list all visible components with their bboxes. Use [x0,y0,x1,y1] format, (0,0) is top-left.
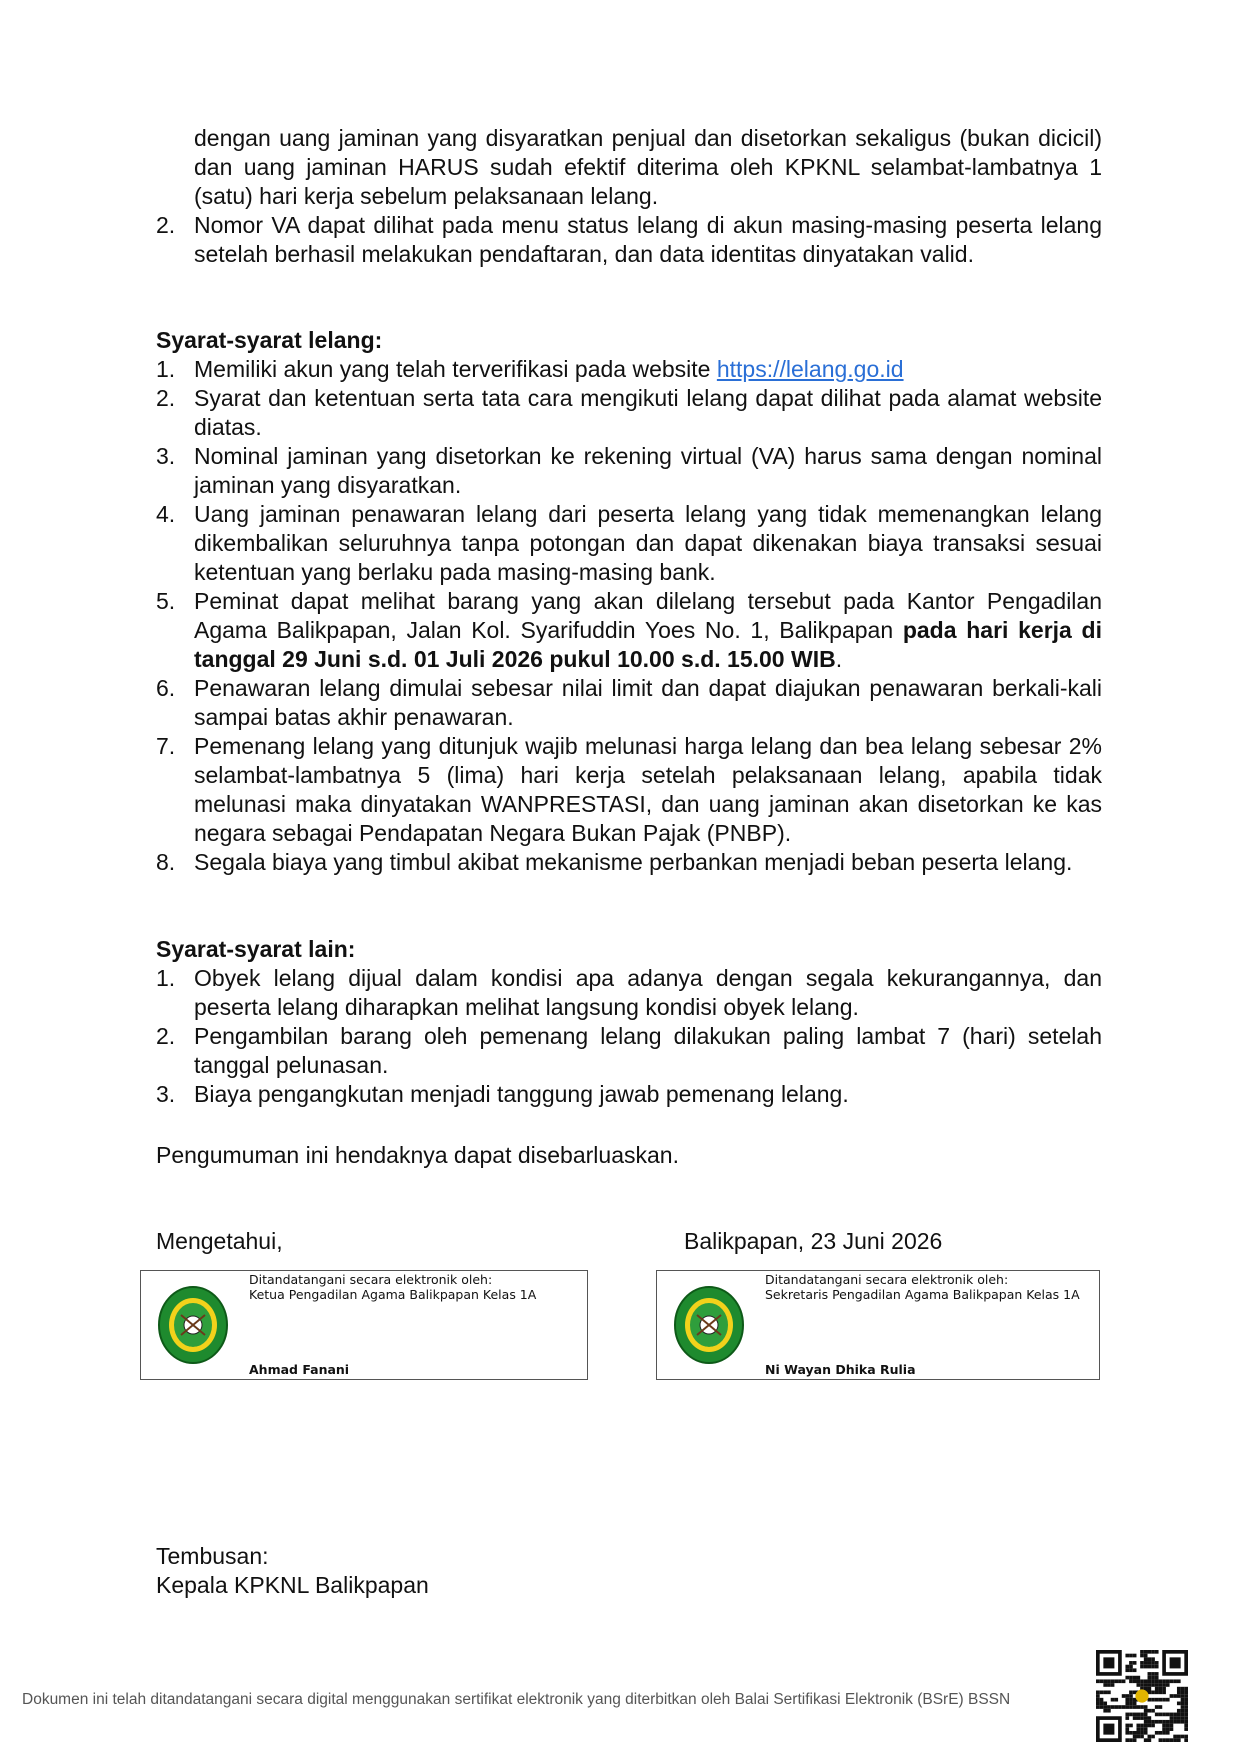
list-number: 2. [156,1023,176,1049]
digital-signature-footer: Dokumen ini telah ditandatangani secara digital menggunakan sertifikat elektronik yang diterbitkan oleh Balai Sertifikasi Elektronik (BSrE) BSSN [22,1691,1011,1708]
signed-by-label: Ditandatangani secara elektronik oleh: [765,1272,1009,1287]
list-item [156,211,1102,269]
signer-position: Ketua Pengadilan Agama Balikpapan Kelas 1A [249,1287,537,1302]
court-seal-icon [157,1285,229,1365]
signer-position: Sekretaris Pengadilan Agama Balikpapan Kelas 1A [765,1287,1080,1302]
intro-section [156,124,1102,269]
list-item [156,1022,1102,1080]
list-text: Penawaran lelang dimulai sebesar nilai limit dan dapat diajukan penawaran berkali-kali sampai batas akhir penawaran. [194,675,1102,730]
list-text: Nomor VA dapat dilihat pada menu status lelang di akun masing-masing peserta lelang setelah berhasil melakukan pendaftaran, dan data identitas dinyatakan valid. [194,212,1102,267]
qr-code-icon [1096,1650,1188,1742]
tembusan-label: Tembusan: [156,1543,269,1569]
list-number: 4. [156,501,176,527]
syarat-lelang-section [156,326,1102,877]
intro-list [156,211,1102,269]
mengetahui-label: Mengetahui, [156,1228,283,1254]
signed-by-label: Ditandatangani secara elektronik oleh: [249,1272,493,1287]
list-item [156,355,1102,384]
intro-continuation: dengan uang jaminan yang disyaratkan penjual dan disetorkan sekaligus (bukan dicicil) dan uang jaminan HARUS sudah efektif diterima oleh KPKNL selambat-lambatnya 1 (satu) hari kerja sebelum pelaksanaan lelang. [194,125,1102,209]
list-item [156,587,1102,674]
signer-name: Ni Wayan Dhika Rulia [765,1362,916,1377]
syarat-lain-section [156,935,1102,1109]
list-item [156,384,1102,442]
list-text: Pemenang lelang yang ditunjuk wajib melunasi harga lelang dan bea lelang sebesar 2% selambat-lambatnya 5 (lima) hari kerja setelah pelaksanaan lelang, apabila tidak melunasi maka dinyatakan WANPRESTASI, dan uang jaminan akan disetorkan ke kas negara sebagai Pendapatan Negara Bukan Pajak (PNBP). [194,733,1102,846]
signature-caption [765,1272,1080,1302]
lelang-website-link[interactable]: https://lelang.go.id [716,356,904,382]
list-text-end: . [835,646,843,672]
list-item [156,442,1102,500]
list-text: Biaya pengangkutan menjadi tanggung jawab pemenang lelang. [194,1081,849,1107]
signature-box-ketua [140,1270,588,1380]
syarat-lain-list [156,964,1102,1109]
list-text: Nominal jaminan yang disetorkan ke rekening virtual (VA) harus sama dengan nominal jaminan yang disyaratkan. [194,443,1102,498]
list-number: 3. [156,443,176,469]
closing-text: Pengumuman ini hendaknya dapat disebarluaskan. [156,1142,679,1168]
signature-caption [249,1272,536,1302]
list-text: Obyek lelang dijual dalam kondisi apa adanya dengan segala kekurangannya, dan peserta lelang diharapkan melihat langsung kondisi obyek lelang. [194,965,1102,1020]
section-heading: Syarat-syarat lelang: [156,327,383,353]
list-item [156,848,1102,877]
place-date: Balikpapan, 23 Juni 2026 [684,1228,943,1254]
list-text: Uang jaminan penawaran lelang dari peserta lelang yang tidak memenangkan lelang dikembalikan seluruhnya tanpa potongan dan dapat dikenakan biaya transaksi sesuai ketentuan yang berlaku pada masing-masing bank. [194,501,1102,585]
list-item [156,964,1102,1022]
list-item [156,500,1102,587]
list-number: 2. [156,385,176,411]
tembusan-recipient: Kepala KPKNL Balikpapan [156,1572,429,1598]
viewing-schedule: pada hari kerja di tanggal 29 Juni s.d. 01 Juli 2026 pukul 10.00 s.d. 15.00 WIB [194,617,1102,672]
list-text: Memiliki akun yang telah terverifikasi pada website [194,356,717,382]
section-heading: Syarat-syarat lain: [156,936,356,962]
list-text: Pengambilan barang oleh pemenang lelang dilakukan paling lambat 7 (hari) setelah tanggal pelunasan. [194,1023,1102,1078]
list-text: Peminat dapat melihat barang yang akan dilelang tersebut pada Kantor Pengadilan Agama Balikpapan, Jalan Kol. Syarifuddin Yoes No. 1, Balikpapan [194,588,1102,643]
list-number: 1. [156,965,176,991]
list-number: 1. [156,356,176,382]
court-seal-icon [673,1285,745,1365]
list-number: 7. [156,733,176,759]
list-number: 5. [156,588,176,614]
list-item [156,1080,1102,1109]
list-number: 3. [156,1081,176,1107]
signature-box-sekretaris [656,1270,1100,1380]
list-item [156,674,1102,732]
syarat-lelang-list [156,355,1102,877]
signer-name: Ahmad Fanani [249,1362,350,1377]
list-number: 6. [156,675,176,701]
list-number: 8. [156,849,176,875]
list-number: 2. [156,212,176,238]
list-item [156,732,1102,848]
tembusan-section [156,1542,656,1600]
list-text: Segala biaya yang timbul akibat mekanisme perbankan menjadi beban peserta lelang. [194,849,1073,875]
list-text: Syarat dan ketentuan serta tata cara mengikuti lelang dapat dilihat pada alamat website diatas. [194,385,1102,440]
